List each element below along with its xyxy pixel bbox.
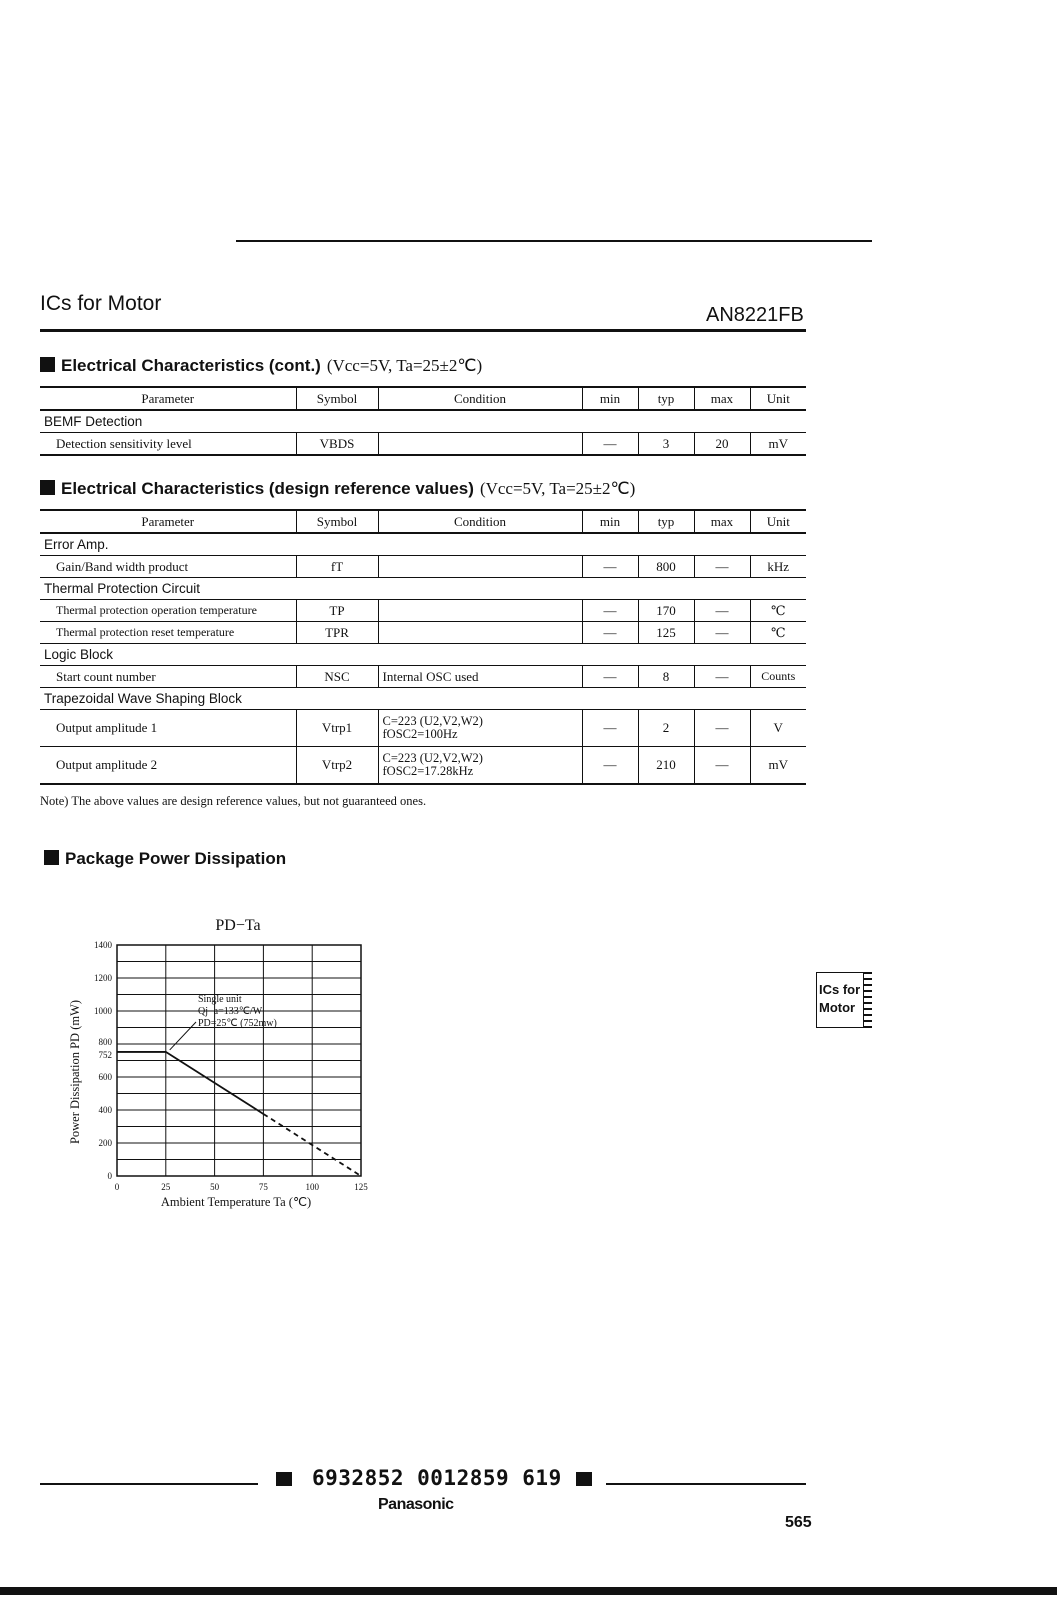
condition-line: C=223 (U2,V2,W2) <box>382 751 483 765</box>
y-tick-label: 752 <box>98 1049 112 1060</box>
unit-cell: mV <box>750 747 806 785</box>
spec-table-bemf <box>40 386 806 456</box>
param-cell: Output amplitude 1 <box>40 710 296 747</box>
max-cell: — <box>694 666 750 688</box>
section-title-text: Package Power Dissipation <box>65 849 287 868</box>
group-row <box>40 644 806 666</box>
symbol-cell: fT <box>296 556 378 578</box>
condition-cell <box>378 600 582 622</box>
header-rule <box>40 329 806 332</box>
symbol-cell: Vtrp2 <box>296 747 378 785</box>
table-row <box>40 666 806 688</box>
x-tick-label: 25 <box>161 1182 171 1192</box>
group-row <box>40 410 806 433</box>
col-header: Unit <box>750 510 806 533</box>
pd-ta-chart <box>60 910 390 1220</box>
condition-cell <box>378 747 582 785</box>
x-tick-label: 125 <box>354 1182 368 1192</box>
footer-rule-right <box>606 1483 806 1485</box>
annotation-text: Single unit <box>198 994 242 1005</box>
section-title-design-reference <box>40 479 635 499</box>
min-cell: — <box>582 622 638 644</box>
min-cell: — <box>582 600 638 622</box>
unit-cell: Counts <box>750 666 806 688</box>
chart-xlabel: Ambient Temperature Ta (℃) <box>160 1195 312 1209</box>
min-cell: — <box>582 747 638 785</box>
typ-cell: 125 <box>638 622 694 644</box>
x-tick-label: 0 <box>114 1182 120 1192</box>
param-cell: Gain/Band width product <box>40 556 296 578</box>
condition-line: C=223 (U2,V2,W2) <box>382 714 483 728</box>
col-header: Condition <box>378 387 582 410</box>
y-tick-label: 1000 <box>94 1006 112 1016</box>
typ-cell: 170 <box>638 600 694 622</box>
y-tick-label: 200 <box>98 1138 112 1148</box>
symbol-cell: Vtrp1 <box>296 710 378 747</box>
top-rule <box>236 240 872 242</box>
side-tab-line: Motor <box>819 1000 856 1015</box>
max-cell: — <box>694 622 750 644</box>
section-title-text: Electrical Characteristics (cont.) <box>61 356 321 375</box>
min-cell: — <box>582 666 638 688</box>
x-tick-label: 50 <box>210 1182 220 1192</box>
condition-line: fOSC2=100Hz <box>382 727 458 741</box>
section-condition: (Vcc=5V, Ta=25±2℃) <box>326 356 483 375</box>
chart-grid <box>117 945 361 1176</box>
min-cell: — <box>582 556 638 578</box>
col-header: max <box>694 387 750 410</box>
section-title-electrical-cont <box>40 356 482 376</box>
param-cell: Detection sensitivity level <box>40 433 296 456</box>
col-header: min <box>582 387 638 410</box>
side-tab-ticks <box>864 972 872 1028</box>
table-row <box>40 433 806 456</box>
group-name: Trapezoidal Wave Shaping Block <box>40 688 806 710</box>
unit-cell: ℃ <box>750 622 806 644</box>
bottom-rule <box>0 1587 1057 1595</box>
min-cell: — <box>582 433 638 456</box>
param-cell: Thermal protection operation temperature <box>40 600 296 622</box>
symbol-cell: VBDS <box>296 433 378 456</box>
condition-line: fOSC2=17.28kHz <box>382 764 474 778</box>
col-header: typ <box>638 387 694 410</box>
spec-table-design-reference <box>40 509 806 785</box>
group-name: BEMF Detection <box>40 410 806 433</box>
max-cell: — <box>694 556 750 578</box>
unit-cell: mV <box>750 433 806 456</box>
max-cell: — <box>694 710 750 747</box>
section-condition: (Vcc=5V, Ta=25±2℃) <box>479 479 636 498</box>
max-cell: — <box>694 600 750 622</box>
footer-brand: Panasonic <box>378 1496 454 1513</box>
design-note: Note) The above values are design reference values, but not guaranteed ones. <box>40 794 427 808</box>
section-title-power-dissipation <box>44 849 286 869</box>
footer-code: 6932852 0012859 619 <box>312 1466 562 1490</box>
page-number: 565 <box>785 1514 812 1531</box>
param-cell: Thermal protection reset temperature <box>40 622 296 644</box>
group-row <box>40 578 806 600</box>
bullet-square-icon <box>44 850 59 865</box>
symbol-cell: TPR <box>296 622 378 644</box>
max-cell: 20 <box>694 433 750 456</box>
header-part-number: AN8221FB <box>706 304 804 326</box>
table-row <box>40 747 806 785</box>
group-name: Error Amp. <box>40 533 806 556</box>
chart-title: PD−Ta <box>215 917 261 934</box>
symbol-cell: TP <box>296 600 378 622</box>
table-header-row <box>40 387 806 410</box>
y-tick-label: 600 <box>98 1072 112 1082</box>
min-cell: — <box>582 710 638 747</box>
table-row <box>40 556 806 578</box>
symbol-cell: NSC <box>296 666 378 688</box>
typ-cell: 2 <box>638 710 694 747</box>
annotation-leader <box>170 1022 196 1050</box>
y-tick-label: 1200 <box>94 973 112 983</box>
typ-cell: 210 <box>638 747 694 785</box>
footer-square-icon <box>576 1472 592 1486</box>
condition-cell <box>378 622 582 644</box>
group-name: Thermal Protection Circuit <box>40 578 806 600</box>
col-header: Condition <box>378 510 582 533</box>
footer-square-icon <box>276 1472 292 1486</box>
y-tick-label: 1400 <box>94 940 112 950</box>
param-cell: Start count number <box>40 666 296 688</box>
unit-cell: V <box>750 710 806 747</box>
col-header: Symbol <box>296 387 378 410</box>
chart-series <box>117 1022 361 1176</box>
group-row <box>40 533 806 556</box>
table-row <box>40 622 806 644</box>
chart-ylabel: Power Dissipation PD (mW) <box>68 999 82 1145</box>
annotation-text: PD=25℃ (752mw) <box>198 1018 277 1029</box>
table-header-row <box>40 510 806 533</box>
unit-cell: ℃ <box>750 600 806 622</box>
footer-rule-left <box>40 1483 258 1485</box>
side-tab-line: ICs for <box>819 982 861 997</box>
x-tick-label: 100 <box>305 1182 319 1192</box>
max-cell: — <box>694 747 750 785</box>
group-row <box>40 688 806 710</box>
col-header: Symbol <box>296 510 378 533</box>
param-cell: Output amplitude 2 <box>40 747 296 785</box>
y-tick-label: 800 <box>98 1037 112 1047</box>
table-row <box>40 600 806 622</box>
y-tick-label: 0 <box>107 1171 112 1181</box>
col-header: Parameter <box>40 510 296 533</box>
col-header: min <box>582 510 638 533</box>
col-header: typ <box>638 510 694 533</box>
col-header: Unit <box>750 387 806 410</box>
bullet-square-icon <box>40 480 55 495</box>
col-header: Parameter <box>40 387 296 410</box>
y-tick-label: 400 <box>98 1105 112 1115</box>
bullet-square-icon <box>40 357 55 372</box>
group-name: Logic Block <box>40 644 806 666</box>
unit-cell: kHz <box>750 556 806 578</box>
series-line-solid <box>117 1052 263 1114</box>
side-tab <box>816 972 864 1028</box>
header-category: ICs for Motor <box>40 292 162 315</box>
annotation-text: Qj−a=133℃/W <box>198 1006 263 1017</box>
condition-cell <box>378 710 582 747</box>
condition-cell: Internal OSC used <box>378 666 582 688</box>
condition-cell <box>378 556 582 578</box>
typ-cell: 8 <box>638 666 694 688</box>
x-tick-label: 75 <box>258 1182 268 1192</box>
table-row <box>40 710 806 747</box>
typ-cell: 800 <box>638 556 694 578</box>
section-title-text: Electrical Characteristics (design reference values) <box>61 479 474 498</box>
typ-cell: 3 <box>638 433 694 456</box>
col-header: max <box>694 510 750 533</box>
condition-cell <box>378 433 582 456</box>
